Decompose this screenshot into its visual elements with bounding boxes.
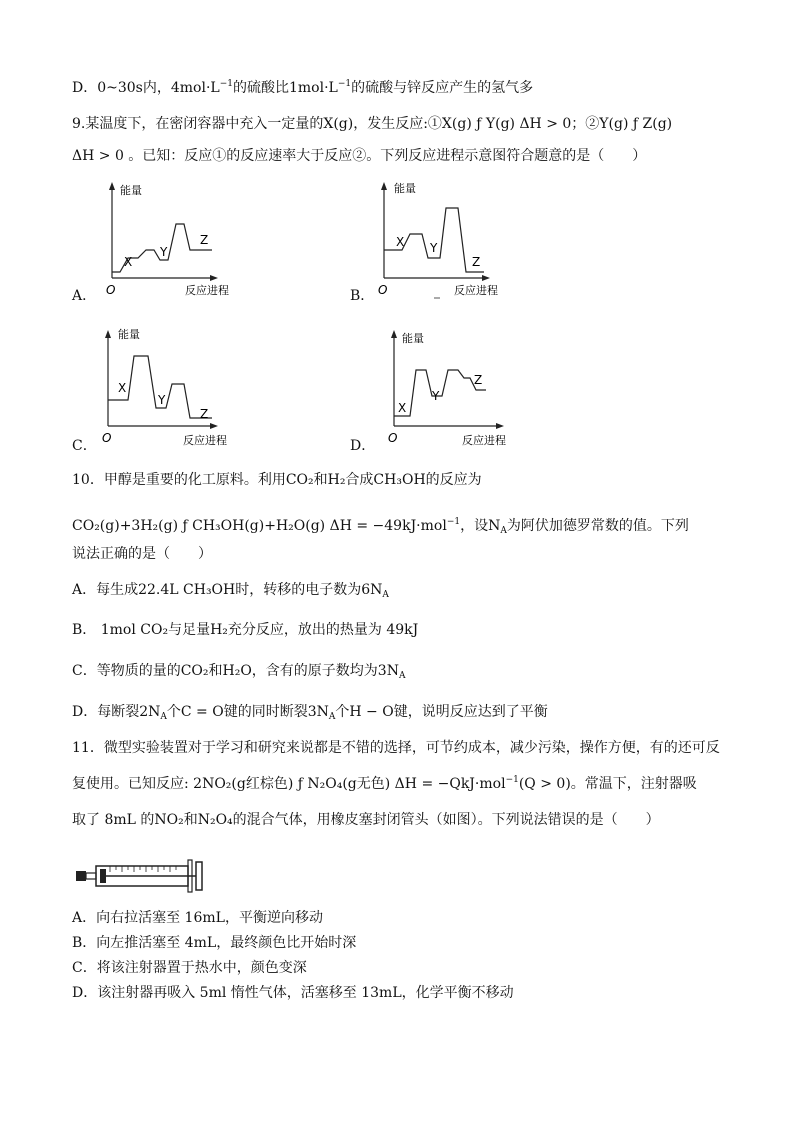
graph-b-xlabel: 反应进程 <box>454 284 498 297</box>
q9-graph-a <box>100 178 250 300</box>
graph-c-label-x: X <box>118 381 127 395</box>
graph-d-label-z: Z <box>474 373 483 387</box>
q11-stem-line1: 11．微型实验装置对于学习和研究来说都是不错的选择，可节约成本，减少污染，操作方便，有的还可反 <box>72 740 720 756</box>
q9-stem-line2: ΔH > 0 。已知：反应①的反应速率大于反应②。下列反应进程示意图符合题意的是（ ） <box>72 148 647 164</box>
q10-stem-line3: 说法正确的是（ ） <box>72 546 212 562</box>
q10-stem-line2: CO₂(g)+3H₂(g) ƒ CH₃OH(g)+H₂O(g) ΔH = −49kJ·mol$^{-1}$，设$N_A$为阿伏加德罗常数的值。下列 <box>72 517 689 536</box>
graph-d-curve <box>394 370 486 416</box>
q11-option-c: C．将该注射器置于热水中，颜色变深 <box>72 960 307 976</box>
graph-a-label-z: Z <box>200 233 209 247</box>
graph-a-xlabel: 反应进程 <box>185 284 229 297</box>
q10-option-d: D．每断裂$2N_A$个C = O键的同时断裂$3N_A$个H − O键，说明反应达到了平衡 <box>72 704 548 722</box>
graph-c-xlabel: 反应进程 <box>183 434 227 446</box>
graph-a-label-y: Y <box>160 245 168 259</box>
graph-b-origin: O <box>378 283 388 297</box>
q10-stem-line1: 10．甲醇是重要的化工原料。利用CO₂和H₂合成CH₃OH的反应为 <box>72 472 482 488</box>
q8-option-d: D．0~30s内，$4mol\cdot L^{-1}$的硫酸比$1mol\cdot L^{-1}$的硫酸与锌反应产生的氢气多 <box>72 79 534 96</box>
graph-a-label-x: X <box>124 255 133 269</box>
graph-d-label-y: Y <box>432 389 440 403</box>
graph-d-origin: O <box>388 431 398 445</box>
q9-graph-d <box>386 322 536 446</box>
q9-graph-b <box>372 178 522 300</box>
q11-stem-line3: 取了 8mL 的NO₂和N₂O₄的混合气体，用橡皮塞封闭管头（如图）。下列说法错误的是（ ） <box>72 812 660 828</box>
graph-b-label-z: Z <box>472 255 481 269</box>
syringe-illustration <box>74 856 214 896</box>
graph-c-label-y: Y <box>158 393 166 407</box>
q9-stem-line1: 9.某温度下，在密闭容器中充入一定量的X(g)，发生反应:①X(g) ƒ Y(g) ΔH > 0；②Y(g) ƒ Z(g) <box>72 116 673 132</box>
q11-stem-line2: 复使用。已知反应: 2NO₂(g红棕色) ƒ N₂O₄(g无色) ΔH = −QkJ·mol$^{-1}$(Q > 0)。常温下，注射器吸 <box>72 775 697 792</box>
graph-c-origin: O <box>102 431 112 445</box>
q10-option-a: A．每生成22.4L CH₃OH时，转移的电子数为$6N_A$ <box>72 582 389 600</box>
graph-c-ylabel: 能量 <box>118 328 140 341</box>
q9-option-d: D． <box>350 438 376 454</box>
graph-b-label-y: Y <box>430 241 438 255</box>
graph-b-label-x: X <box>396 235 405 249</box>
graph-d-label-x: X <box>398 401 407 415</box>
graph-a-ylabel: 能量 <box>120 184 142 197</box>
graph-d-xlabel: 反应进程 <box>462 434 506 446</box>
q9-option-c: C． <box>72 438 97 454</box>
q10-option-c: C．等物质的量的CO₂和H₂O，含有的原子数均为$3N_A$ <box>72 663 406 681</box>
q11-option-b: B．向左推活塞至 4mL，最终颜色比开始时深 <box>72 935 357 951</box>
q9-option-a: A． <box>72 288 97 304</box>
graph-c-label-z: Z <box>200 407 209 421</box>
graph-d-ylabel: 能量 <box>402 332 424 345</box>
q10-option-b: B． 1mol CO₂与足量H₂充分反应，放出的热量为 49kJ <box>72 622 419 638</box>
q9-graph-c <box>100 322 250 446</box>
graph-a-origin: O <box>106 283 116 297</box>
q11-option-d: D．该注射器再吸入 5ml 惰性气体，活塞移至 13mL，化学平衡不移动 <box>72 985 514 1001</box>
graph-b-ylabel: 能量 <box>394 182 416 195</box>
q11-option-a: A．向右拉活塞至 16mL，平衡逆向移动 <box>72 910 323 926</box>
q9-option-b: B． <box>350 288 375 304</box>
